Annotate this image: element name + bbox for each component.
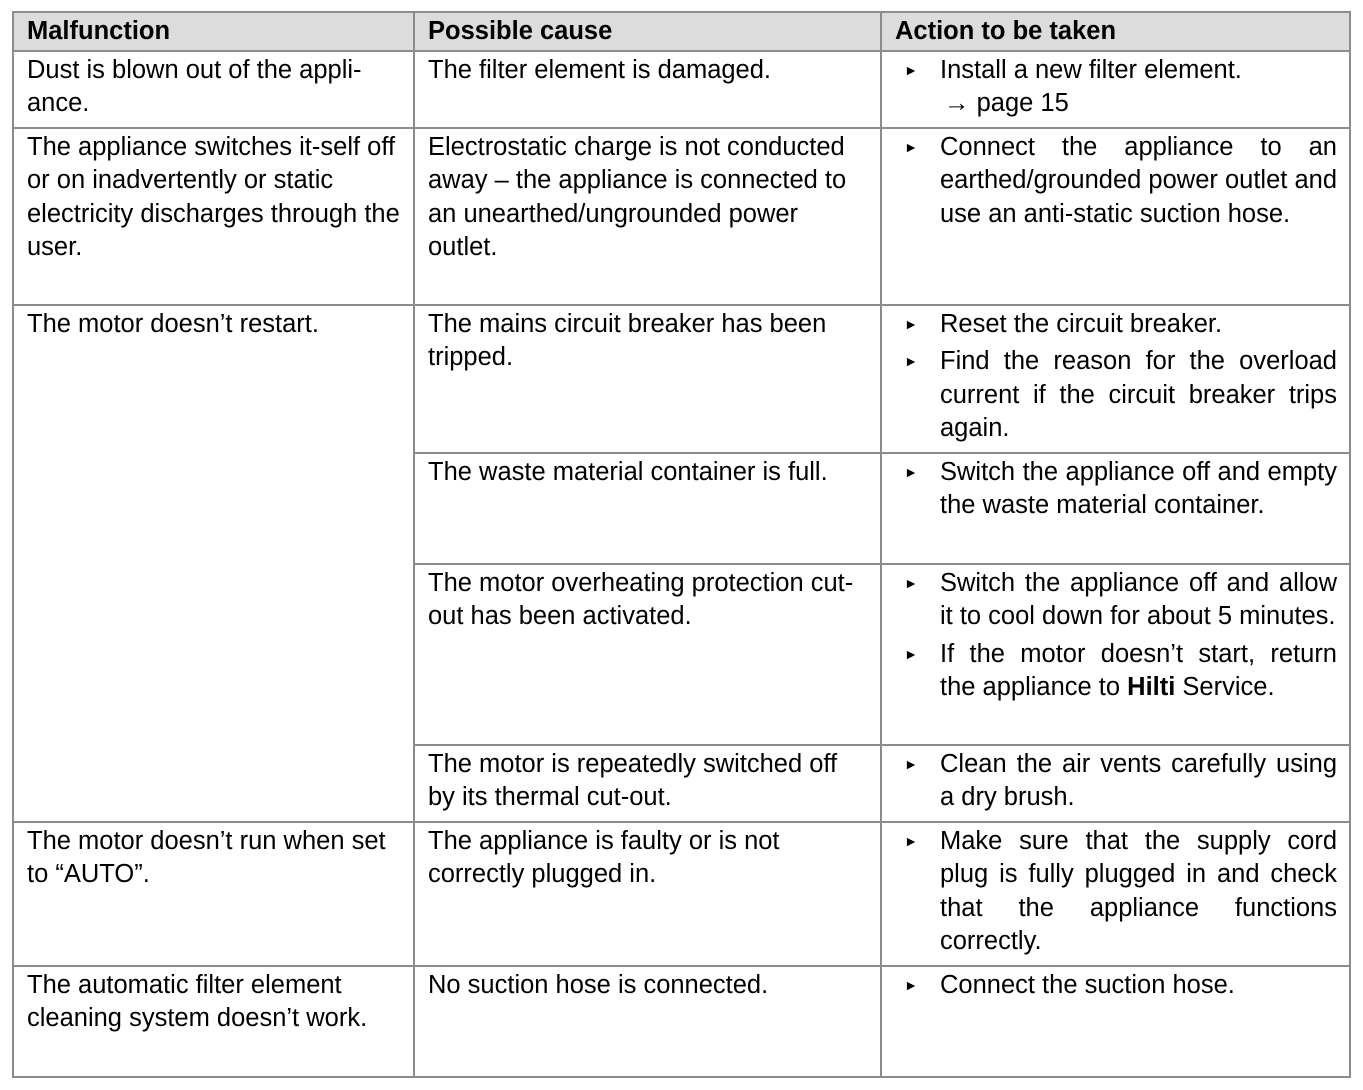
table-row [13, 822, 1350, 966]
header-action: Action to be taken [881, 12, 1350, 51]
action-item [882, 54, 1337, 121]
malfunction-cell: Dust is blown out of the appli-ance. [13, 51, 414, 128]
action-item [882, 638, 1337, 705]
action-cell [881, 564, 1350, 745]
bullet-icon: ► [904, 464, 918, 480]
cause-cell: The motor overheating protection cut-out has been activated. [414, 564, 881, 745]
action-text: Clean the air vents carefully using a dry brush. [940, 750, 1337, 812]
bullet-icon: ► [904, 316, 918, 332]
bullet-icon: ► [904, 756, 918, 772]
action-item [882, 969, 1337, 1002]
action-item [882, 825, 1337, 959]
malfunction-cell: The motor doesn’t run when set to “AUTO”. [13, 822, 414, 966]
cause-cell: The waste material container is full. [414, 453, 881, 564]
cause-cell: Electrostatic charge is not conducted away – the appliance is connected to an unearthed/ungrounded power outlet. [414, 128, 881, 305]
bullet-icon: ► [904, 62, 918, 78]
page-reference: → page 15 [944, 89, 1069, 118]
action-cell [881, 51, 1350, 128]
bullet-icon: ► [904, 575, 918, 591]
table-row [13, 305, 1350, 453]
troubleshooting-table [12, 11, 1351, 1078]
action-text: Make sure that the supply cord plug is fully plugged in and check that the appliance functions correctly. [940, 827, 1337, 956]
action-text: If the motor doesn’t start, return the appliance to [940, 639, 1337, 702]
action-text: Connect the suction hose. [940, 971, 1235, 999]
bullet-icon: ► [904, 977, 918, 993]
bullet-icon: ► [904, 833, 918, 849]
cause-cell: No suction hose is connected. [414, 966, 881, 1077]
malfunction-cell: The appliance switches it-self off or on inadvertently or static electricity discharges through the user. [13, 128, 414, 305]
action-item [882, 131, 1337, 231]
cause-cell: The motor is repeatedly switched off by its thermal cut-out. [414, 745, 881, 822]
action-text: Find the reason for the overload current if the circuit breaker trips again. [940, 347, 1337, 443]
action-text: Switch the appliance off and empty the waste material container. [940, 458, 1337, 520]
action-cell [881, 822, 1350, 966]
action-item [882, 748, 1337, 815]
action-text: Reset the circuit breaker. [940, 310, 1223, 338]
action-item [882, 345, 1337, 445]
action-item [882, 567, 1337, 634]
action-text: Switch the appliance off and allow it to cool down for about 5 minutes. [940, 569, 1337, 631]
action-item [882, 308, 1337, 341]
action-text: Connect the appliance to an earthed/grounded power outlet and use an anti-static suction hose. [940, 133, 1337, 228]
brand-name: Hilti [1127, 673, 1176, 702]
action-item [882, 456, 1337, 523]
header-cause: Possible cause [414, 12, 881, 51]
action-cell [881, 128, 1350, 305]
table-row [13, 51, 1350, 128]
action-cell [881, 966, 1350, 1077]
header-row [13, 12, 1350, 51]
bullet-icon: ► [904, 139, 918, 155]
bullet-icon: ► [904, 353, 918, 370]
action-cell [881, 305, 1350, 453]
cause-cell: The mains circuit breaker has been tripped. [414, 305, 881, 453]
action-text: Install a new filter element. [940, 56, 1242, 84]
action-text: Service. [1175, 673, 1275, 702]
action-cell [881, 745, 1350, 822]
bullet-icon: ► [904, 645, 918, 662]
action-cell [881, 453, 1350, 564]
cause-cell: The appliance is faulty or is not correctly plugged in. [414, 822, 881, 966]
table-row [13, 966, 1350, 1077]
malfunction-cell: The automatic filter element cleaning system doesn’t work. [13, 966, 414, 1077]
malfunction-cell: The motor doesn’t restart. [13, 305, 414, 822]
header-malfunction: Malfunction [13, 12, 414, 51]
table-row [13, 128, 1350, 305]
cause-cell: The filter element is damaged. [414, 51, 881, 128]
